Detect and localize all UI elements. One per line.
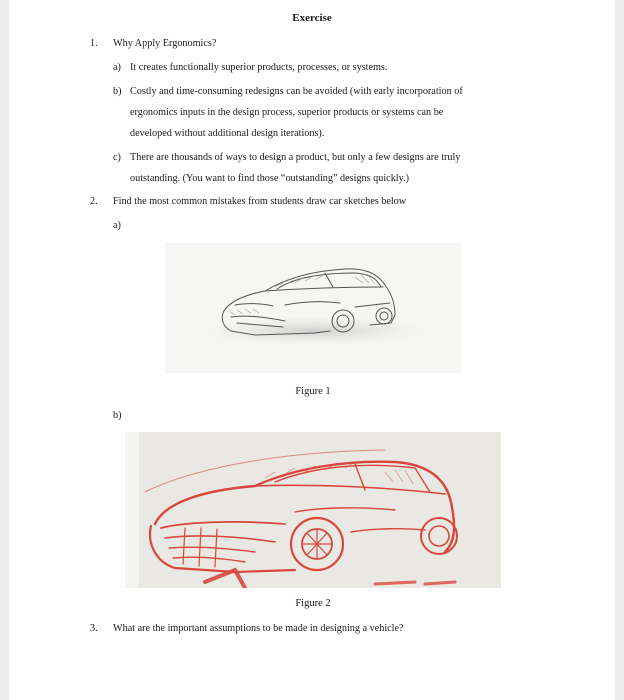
left-frame (0, 0, 9, 700)
document-page (9, 0, 615, 700)
q2-number: 2. (90, 196, 98, 207)
page-title: Exercise (292, 12, 332, 24)
q1-c-label: c) (113, 152, 121, 163)
q1-c-line-1: There are thousands of ways to design a product, but only a few designs are truly (130, 152, 461, 163)
right-frame (615, 0, 624, 700)
figure-1-image (165, 243, 461, 373)
figure-1-caption: Figure 1 (295, 386, 331, 397)
q2-a-label: a) (113, 220, 121, 231)
q1-text: Why Apply Ergonomics? (113, 38, 217, 49)
figure-2-image (125, 432, 501, 588)
q3-number: 3. (90, 623, 98, 634)
figure-2-caption: Figure 2 (295, 598, 331, 609)
pencil-car-sketch (165, 243, 461, 373)
q2-b-label: b) (113, 410, 122, 421)
q1-b-line-1: Costly and time-consuming redesigns can be avoided (with early incorporation of (130, 86, 463, 97)
q1-number: 1. (90, 38, 98, 49)
q2-text: Find the most common mistakes from students draw car sketches below (113, 196, 407, 207)
q1-b-line-2: ergonomics inputs in the design process, superior products or systems can be (130, 107, 444, 118)
q1-a-label: a) (113, 62, 121, 73)
q3-text: What are the important assumptions to be made in designing a vehicle? (113, 623, 404, 634)
q1-a-line-1: It creates functionally superior products, processes, or systems. (130, 62, 388, 73)
q1-b-label: b) (113, 86, 122, 97)
q1-b-line-3: developed without additional design iterations). (130, 128, 325, 139)
q1-c-line-2: outstanding. (You want to find those “outstanding” designs quickly.) (130, 173, 410, 184)
red-car-sketch (125, 432, 501, 588)
